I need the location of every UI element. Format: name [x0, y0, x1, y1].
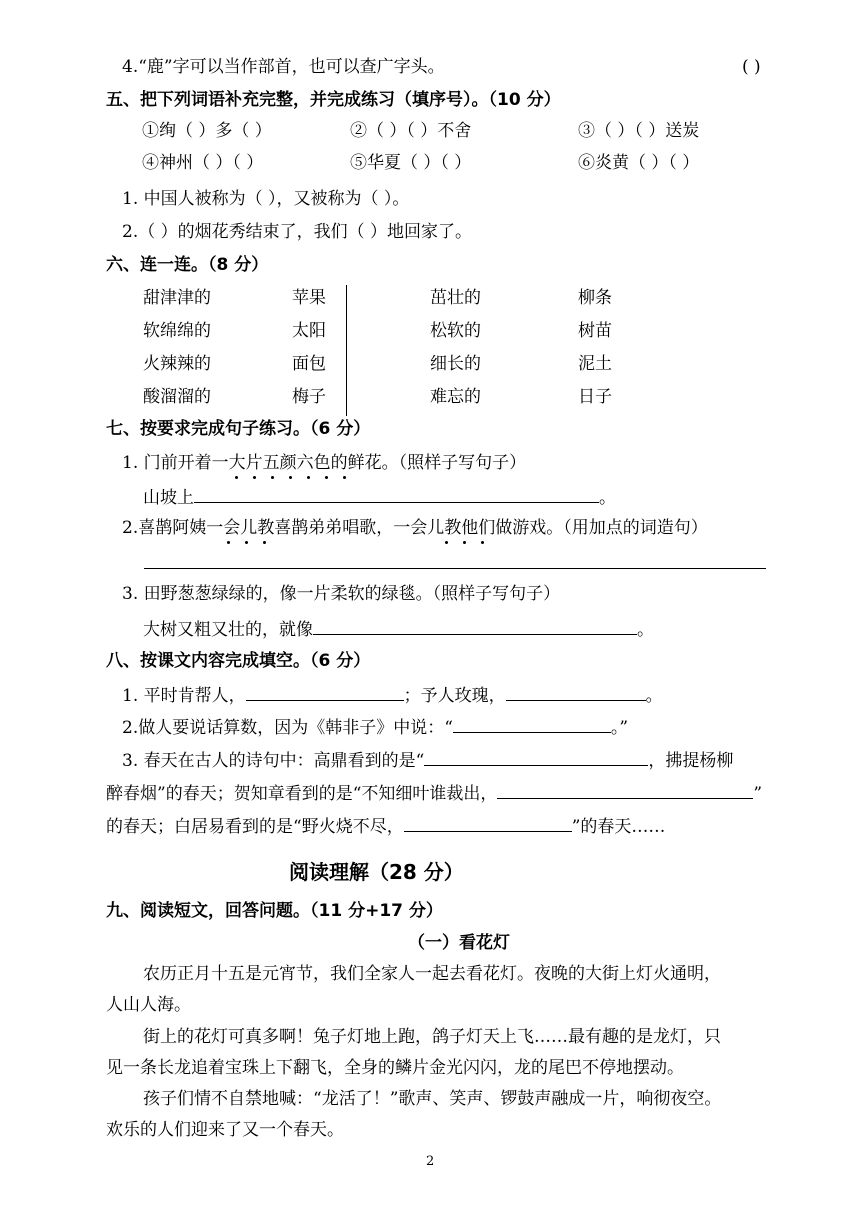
match-right-a-3: 细长的 — [430, 354, 481, 374]
emphasis-dot — [307, 476, 310, 479]
word-4: ④神州（ ）（ ） — [142, 153, 264, 173]
section-6-title: 六、连一连。（8 分） — [106, 255, 269, 275]
word-6: ⑥炎黄（ ）（ ） — [578, 153, 700, 173]
answer-blank[interactable] — [313, 620, 637, 635]
match-left-a-4: 酸溜溜的 — [143, 387, 211, 407]
match-left-a-2: 软绵绵的 — [143, 321, 211, 341]
s7-question-3: 3. 田野葱葱绿绿的，像一片柔软的绿毯。（照样子写句子） — [122, 584, 561, 604]
divider-line — [346, 285, 347, 416]
page-number: 2 — [426, 1154, 435, 1169]
emphasis-dot — [481, 541, 484, 544]
match-right-b-4: 日子 — [578, 387, 612, 407]
paragraph-3-cont: 欢乐的人们迎来了又一个春天。 — [106, 1120, 344, 1140]
answer-blank[interactable] — [453, 718, 611, 733]
section-5-title: 五、把下列词语补充完整，并完成练习（填序号）。（10 分） — [106, 90, 561, 110]
answer-blank[interactable] — [424, 751, 648, 766]
word-1: ①绚（ ）多（ ） — [142, 121, 272, 141]
answer-blank[interactable] — [404, 817, 572, 832]
answer-blank[interactable] — [246, 686, 404, 701]
s7-answer-1: 山坡上 。 — [143, 488, 616, 508]
section-7-title: 七、按要求完成句子练习。（6 分） — [106, 419, 371, 439]
paragraph-1-cont: 人山人海。 — [106, 995, 191, 1015]
question-4: 4.“鹿”字可以当作部首，也可以查广字头。 — [122, 57, 445, 77]
paragraph-2: 街上的花灯可真多啊！兔子灯地上跑，鸽子灯天上飞……最有趣的是龙灯，只 — [143, 1027, 721, 1047]
match-right-a-4: 难忘的 — [430, 387, 481, 407]
match-left-a-1: 甜津津的 — [143, 288, 211, 308]
s8-question-3-end: 的春天；白居易看到的是“野火烧不尽， ”的春天…… — [106, 817, 666, 837]
match-right-b-2: 树苗 — [578, 321, 612, 341]
match-right-a-2: 松软的 — [430, 321, 481, 341]
match-right-b-1: 柳条 — [578, 288, 612, 308]
word-5: ⑤华夏（ ）（ ） — [350, 153, 472, 173]
answer-paren: ( ) — [742, 57, 761, 77]
paragraph-2-cont: 见一条长龙追着宝珠上下翻飞，全身的鳞片金光闪闪，龙的尾巴不停地摆动。 — [106, 1058, 684, 1078]
emphasis-dot — [245, 541, 248, 544]
match-left-b-1: 苹果 — [292, 288, 326, 308]
answer-line[interactable] — [144, 568, 766, 569]
match-left-b-3: 面包 — [292, 354, 326, 374]
s8-question-1: 1. 平时肯帮人， ；予人玫瑰， 。 — [122, 686, 663, 706]
section-8-title: 八、按课文内容完成填空。（6 分） — [106, 651, 371, 671]
match-left-a-3: 火辣辣的 — [143, 354, 211, 374]
emphasis-dot — [289, 476, 292, 479]
s8-question-2: 2.做人要说话算数，因为《韩非子》中说：“ 。” — [122, 718, 629, 738]
s7-question-1: 1. 门前开着一大片五颜六色的鲜花。（照样子写句子） — [122, 453, 527, 473]
emphasis-dot — [227, 541, 230, 544]
word-2: ②（ ）（ ）不舍 — [350, 121, 472, 141]
s7-answer-3: 大树又粗又壮的，就像 。 — [143, 620, 654, 640]
s7-question-2: 2.喜鹊阿姨一会儿教喜鹊弟弟唱歌，一会儿教他们做游戏。（用加点的词造句） — [122, 518, 708, 538]
answer-blank[interactable] — [497, 784, 753, 799]
emphasis-dot — [445, 541, 448, 544]
reading-heading: 阅读理解（28 分） — [289, 860, 464, 884]
word-3: ③（ ）（ ）送炭 — [578, 121, 700, 141]
answer-blank[interactable] — [194, 488, 599, 503]
match-right-a-1: 茁壮的 — [430, 288, 481, 308]
match-right-b-3: 泥土 — [578, 354, 612, 374]
story-title: （一）看花灯 — [408, 933, 510, 953]
answer-blank[interactable] — [506, 686, 646, 701]
paragraph-3: 孩子们情不自禁地喊：“龙活了！”歌声、笑声、锣鼓声融成一片，响彻夜空。 — [143, 1089, 722, 1109]
emphasis-dot — [463, 541, 466, 544]
emphasis-dot — [325, 476, 328, 479]
s5-question-2: 2.（ ）的烟花秀结束了，我们（ ）地回家了。 — [122, 222, 473, 242]
paragraph-1: 农历正月十五是元宵节，我们全家人一起去看花灯。夜晚的大街上灯火通明， — [143, 964, 721, 984]
section-9-title: 九、阅读短文，回答问题。（11 分+17 分） — [106, 901, 443, 921]
emphasis-dot — [263, 541, 266, 544]
emphasis-dot — [253, 476, 256, 479]
s8-question-3-cont: 醉春烟”的春天；贺知章看到的是“不知细叶谁裁出， ” — [106, 784, 763, 804]
emphasis-dot — [235, 476, 238, 479]
s5-question-1: 1. 中国人被称为（ ），又被称为（ ）。 — [122, 189, 410, 209]
emphasis-dot — [343, 476, 346, 479]
match-left-b-4: 梅子 — [292, 387, 326, 407]
s8-question-3: 3. 春天在古人的诗句中：高鼎看到的是“ ，拂提杨柳 — [122, 751, 734, 771]
emphasis-dot — [271, 476, 274, 479]
match-left-b-2: 太阳 — [292, 321, 326, 341]
